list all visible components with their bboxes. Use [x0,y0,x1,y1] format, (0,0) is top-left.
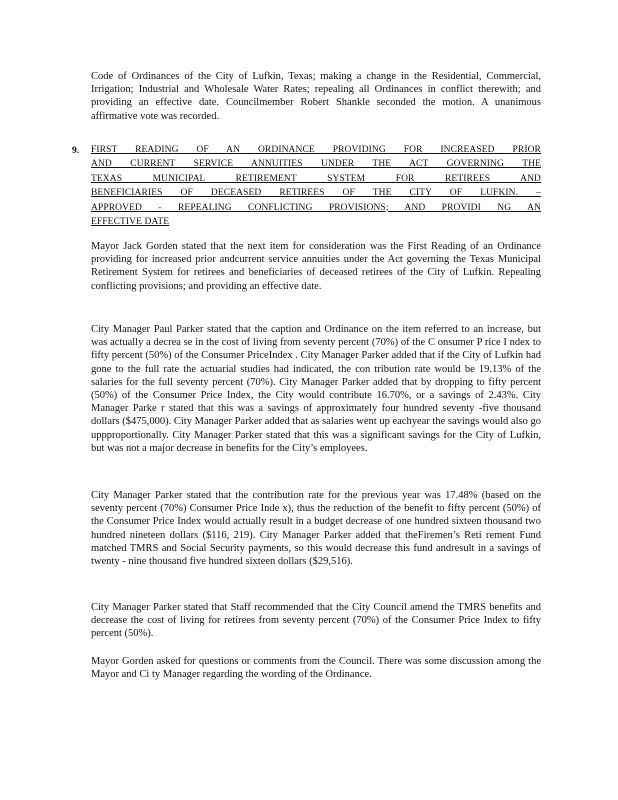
agenda-item-number: 9. [72,146,80,156]
agenda-item-caption [91,143,541,229]
paragraph-staff-recommendation: City Manager Parker stated that Staff recommended that the City Council amend the TMRS benefits and decrease the cost of living for retirees from seventy percent (70%) of the Consumer Price Index to fifty percent (50%). [91,602,541,640]
caption-line: FIRST READING OF AN ORDINANCE PROVIDING FOR INCREASED PRIOR [91,145,541,155]
paragraph-mayor-questions: Mayor Gorden asked for questions or comments from the Council. There was some discussion among the Mayor and Ci ty Manager regarding the wording of the Ordinance. [91,656,541,681]
intro-paragraph: Code of Ordinances of the City of Lufkin, Texas; making a change in the Residential, Commercial, Irrigation; Industrial and Wholesale Water Rates; repealing all Ordinances in conflict therewith; and providing an effective date. Councilmember Robert Shankle seconded the motion. A unanimous affirmative vote was recorded. [91,71,541,122]
caption-line: EFFECTIVE DATE [91,217,170,228]
caption-line: AND CURRENT SERVICE ANNUITIES UNDER THE ACT GOVERNING THE [91,159,541,170]
paragraph-mayor-intro: Mayor Jack Gorden stated that the next item for consideration was the First Reading of an Ordinance providing for increased prior andcurrent service annuities under the Act governing the Texas Municipal Retirement System for retirees and beneficiaries of deceased retirees of the City of Lufkin. Repealing conflicting provisions; and providing an effective date. [91,241,541,292]
paragraph-city-manager-caption: City Manager Paul Parker stated that the caption and Ordinance on the item referred to an increase, but was actually a decrea se in the cost of living from seventy percent (70%) of the C onsumer P rice I ndex to fifty percent (50%) of the Consumer PriceIndex . City Manager Parker added that if the City of Lufkin had gone to the full rate the actuarial studies had indicated, the con tribution rate would be 19.13% of the salaries for the full seventy percent (70%). City Manager Parker added that by dropping to fifty percent (50%) of the Consumer Price Index, the City would contribute 16.70%, or a savings of 2.43%. City Manager Parke r stated that this was a savings of approximately four hundred seventy -five thousand dollars ($475,000). City Manager Parker added that as salaries went up eachyear the savings would also go uppproportionally. City Manager Parker stated that this was a significant savings for the City of Lufkin, but was not a major decrease in benefits for the City’s employees. [91,324,541,454]
caption-line: BENEFICIARIES OF DECEASED RETIREES OF THE CITY OF LUFKIN. – [91,188,541,199]
caption-line: TEXAS MUNICIPAL RETIREMENT SYSTEM FOR RETIREES AND [91,173,541,184]
paragraph-contribution-rate: City Manager Parker stated that the contribution rate for the previous year was 17.48% (based on the seventy percent (70%) Consumer Price Inde x), thus the reduction of the benefit to fifty percent (50%) of the Consumer Price Index would actually result in a budget decrease of one hundred sixteen thousand two hundred nineteen dollars ($116, 219). City Manager Parker added that theFiremen’s Reti rement Fund matched TMRS and Social Security payments, so this would decrease this fund andresult in a savings of twenty - nine thousand five hundred sixteen dollars ($29,516). [91,490,541,568]
caption-line: APPROVED - REPEALING CONFLICTING PROVISIONS; AND PROVIDI NG AN [91,202,541,213]
